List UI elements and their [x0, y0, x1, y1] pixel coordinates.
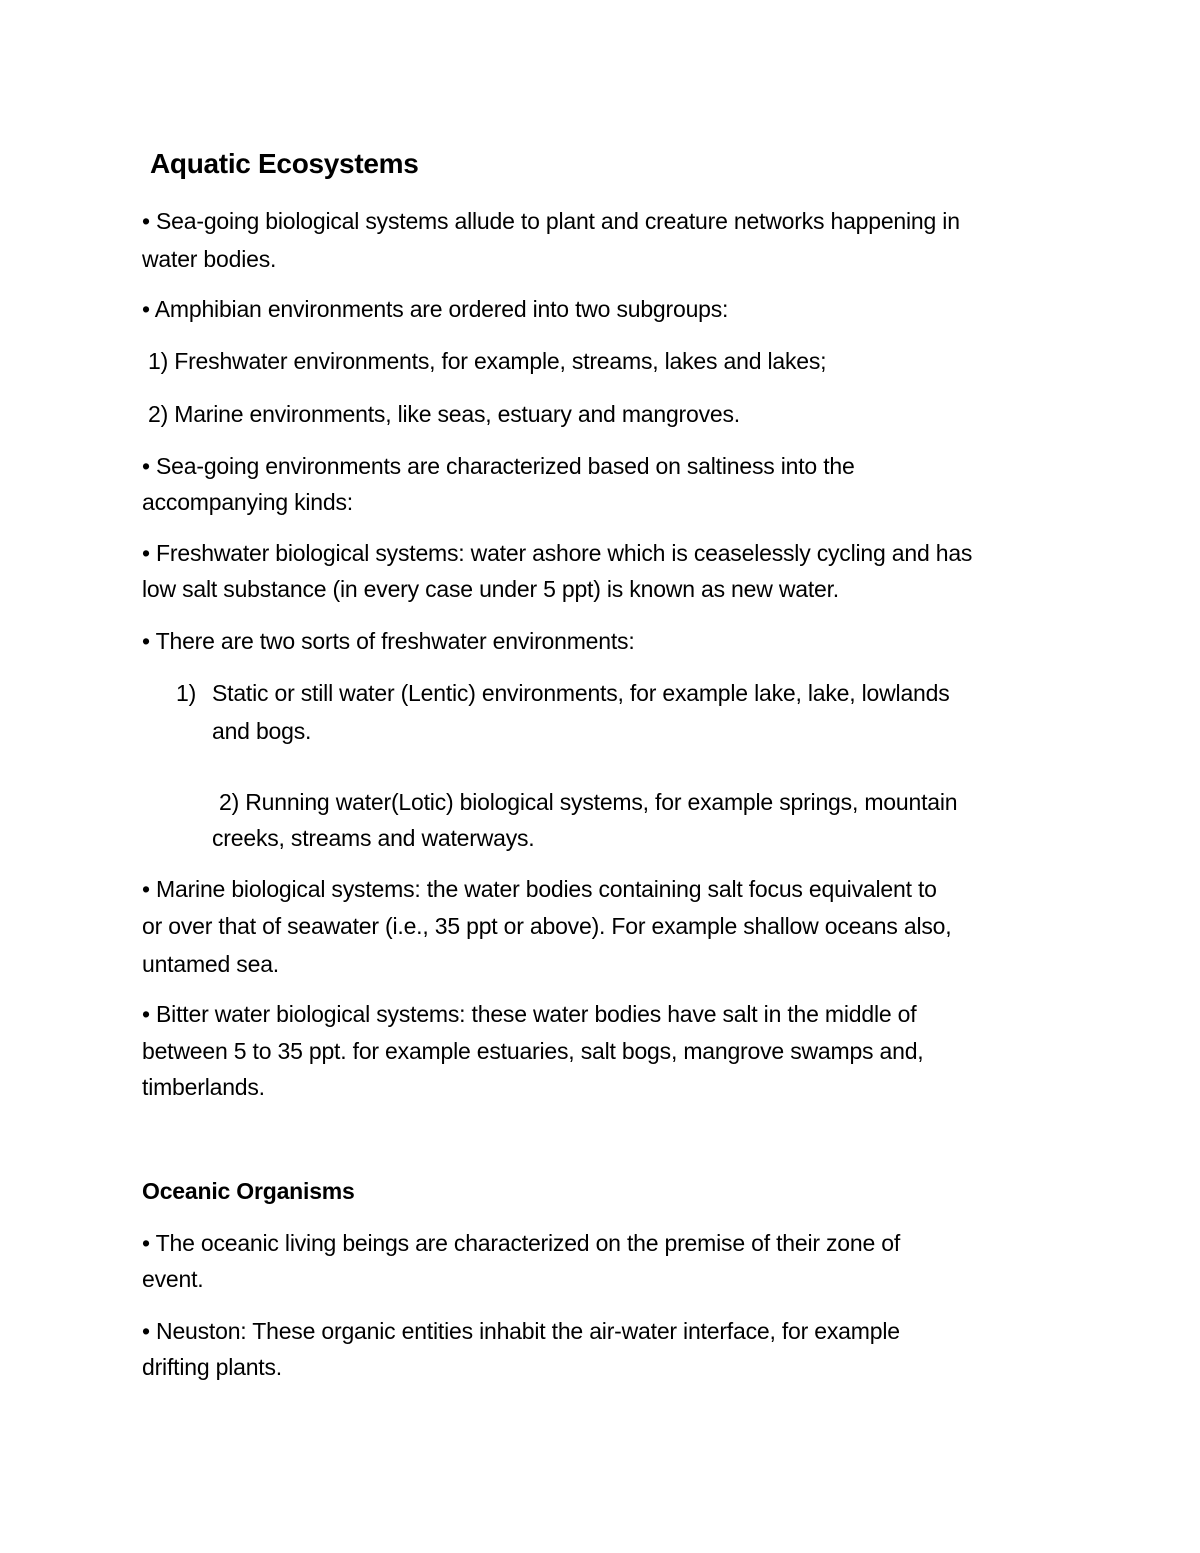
list-item: 2) Marine environments, like seas, estuary and mangroves. [148, 401, 740, 427]
paragraph-line: • Sea-going biological systems allude to plant and creature networks happening in [142, 208, 960, 234]
list-number: 1) [176, 680, 197, 706]
paragraph-line: • Sea-going environments are characterized based on saltiness into the [142, 453, 855, 479]
paragraph-line: • There are two sorts of freshwater environments: [142, 628, 635, 654]
paragraph-line: water bodies. [142, 246, 277, 272]
list-item: creeks, streams and waterways. [212, 825, 535, 851]
paragraph-line: • Amphibian environments are ordered into two subgroups: [142, 296, 729, 322]
list-item: Static or still water (Lentic) environments, for example lake, lake, lowlands [212, 680, 950, 706]
paragraph-line: between 5 to 35 ppt. for example estuaries, salt bogs, mangrove swamps and, [142, 1038, 924, 1064]
paragraph-line: • Neuston: These organic entities inhabit the air-water interface, for example [142, 1318, 900, 1344]
paragraph-line: • Marine biological systems: the water bodies containing salt focus equivalent to [142, 876, 937, 902]
list-item: 2) Running water(Lotic) biological systems, for example springs, mountain [219, 789, 958, 815]
paragraph-line: timberlands. [142, 1074, 265, 1100]
list-item: 1) Freshwater environments, for example, streams, lakes and lakes; [148, 348, 827, 374]
paragraph-line: • The oceanic living beings are characterized on the premise of their zone of [142, 1230, 901, 1256]
paragraph-line: accompanying kinds: [142, 489, 353, 515]
page-title: Aquatic Ecosystems [150, 148, 419, 179]
paragraph-line: event. [142, 1266, 204, 1292]
section-heading: Oceanic Organisms [142, 1178, 355, 1204]
paragraph-line: low salt substance (in every case under 5 ppt) is known as new water. [142, 576, 839, 602]
paragraph-line: or over that of seawater (i.e., 35 ppt or above). For example shallow oceans also, [142, 913, 952, 939]
paragraph-line: drifting plants. [142, 1354, 282, 1380]
paragraph-line: untamed sea. [142, 951, 279, 977]
paragraph-line: • Bitter water biological systems: these water bodies have salt in the middle of [142, 1001, 917, 1027]
list-item: and bogs. [212, 718, 312, 744]
paragraph-line: • Freshwater biological systems: water ashore which is ceaselessly cycling and has [142, 540, 973, 566]
